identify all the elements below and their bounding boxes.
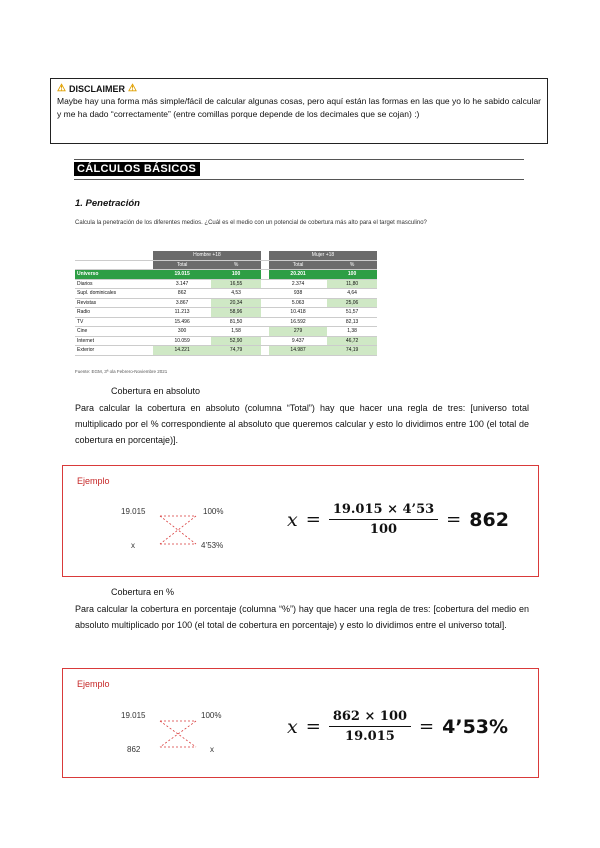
group-women: Mujer +18 <box>269 251 377 260</box>
row-label: Radio <box>75 308 153 318</box>
women-pct: 46,72 <box>327 336 377 346</box>
row-label: Universo <box>75 270 153 280</box>
numerator: 19.015 × 4’53 <box>329 502 438 520</box>
rule-bottom-right: 4’53% <box>201 541 224 550</box>
warning-icon: ⚠ <box>57 83 66 94</box>
women-total: 5.063 <box>269 298 327 308</box>
women-total: 10.418 <box>269 308 327 318</box>
variable-x: x <box>287 715 298 738</box>
row-label: TV <box>75 317 153 327</box>
denominator: 100 <box>369 522 398 537</box>
women-total: 2.374 <box>269 279 327 289</box>
women-pct: 4,64 <box>327 289 377 299</box>
men-total: 10.059 <box>153 336 211 346</box>
absoluto-heading: Cobertura en absoluto <box>111 386 201 396</box>
row-label: Cine <box>75 327 153 337</box>
women-pct: 74,19 <box>327 346 377 356</box>
women-pct: 100 <box>327 270 377 280</box>
equals-sign: = <box>305 509 321 530</box>
fraction <box>329 502 438 537</box>
porcentaje-result: 4’53% <box>442 715 509 738</box>
col-men-total: Total <box>153 260 211 270</box>
men-pct: 100 <box>211 270 261 280</box>
equals-sign: = <box>446 509 462 530</box>
absoluto-result: 862 <box>469 508 509 531</box>
absoluto-paragraph: Para calcular la cobertura en absoluto (columna “Total”) hay que hacer una regla de tres: [universo total multiplicado por el % correspondiente al absoluto que queremos calcular y esto lo dividimos entre 100 (el total de cobertura en porcentaje)]. <box>75 403 529 445</box>
women-pct: 11,80 <box>327 279 377 289</box>
row-label: Revistas <box>75 298 153 308</box>
table-group-header <box>75 251 377 260</box>
table-row <box>75 317 377 327</box>
rule-bottom-left: x <box>131 541 135 550</box>
porcentaje-formula <box>287 709 508 744</box>
men-total: 862 <box>153 289 211 299</box>
disclaimer-title: DISCLAIMER <box>68 83 125 94</box>
men-pct: 74,79 <box>211 346 261 356</box>
women-pct: 51,57 <box>327 308 377 318</box>
rule-top-left: 19.015 <box>121 507 146 516</box>
denominator: 19.015 <box>345 729 395 744</box>
table-sub-header <box>75 260 377 270</box>
table-row <box>75 279 377 289</box>
table-row <box>75 289 377 299</box>
variable-x: x <box>287 508 298 531</box>
women-pct: 25,06 <box>327 298 377 308</box>
table-row <box>75 270 377 280</box>
warning-icon: ⚠ <box>127 83 137 94</box>
disclaimer-body: Maybe hay una forma más simple/fácil de calcular algunas cosas, pero aquí están las formas en las que yo lo he sabido calcular y me ha dado “correctamente” (entre comillas porque depende de los decimales que se cojan) :) <box>57 96 541 119</box>
rule-of-three-cross <box>158 719 198 749</box>
example-label: Ejemplo <box>77 476 110 486</box>
equals-sign: = <box>419 716 435 737</box>
women-pct: 82,13 <box>327 317 377 327</box>
equals-sign: = <box>305 716 321 737</box>
rule-top-left: 19.015 <box>121 711 146 720</box>
rule-top-right: 100% <box>201 711 222 720</box>
rule-top-right: 100% <box>203 507 224 516</box>
section-rule-bottom <box>74 179 524 180</box>
porcentaje-heading: Cobertura en % <box>111 587 175 597</box>
men-total: 3.867 <box>153 298 211 308</box>
media-coverage-table <box>75 251 377 356</box>
women-total: 20.201 <box>269 270 327 280</box>
numerator: 862 × 100 <box>329 709 411 727</box>
row-label: Diarios <box>75 279 153 289</box>
women-pct: 1,38 <box>327 327 377 337</box>
row-label: Exterior <box>75 346 153 356</box>
table-row <box>75 327 377 337</box>
men-pct: 16,55 <box>211 279 261 289</box>
men-pct: 58,96 <box>211 308 261 318</box>
men-pct: 20,34 <box>211 298 261 308</box>
rule-bottom-left: 862 <box>127 745 141 754</box>
men-total: 19.015 <box>153 270 211 280</box>
rule-of-three-cross <box>158 514 198 546</box>
intro-question: Calcula la penetración de los diferentes medios. ¿Cuál es el medio con un potencial de cobertura más alto para el target masculino? <box>75 220 427 226</box>
section-title: CÁLCULOS BÁSICOS <box>74 162 200 176</box>
women-total: 938 <box>269 289 327 299</box>
porcentaje-paragraph: Para calcular la cobertura en porcentaje (columna “%”) hay que hacer una regla de tres: [cobertura del medio en absoluto multiplicado por 100 (el total de cobertura en porcentaje) y esto lo dividimos entre el universo total]. <box>75 604 529 630</box>
women-total: 14.987 <box>269 346 327 356</box>
row-label: Internet <box>75 336 153 346</box>
porcentaje-example-box <box>62 668 539 778</box>
men-total: 3.147 <box>153 279 211 289</box>
col-men-pct: % <box>211 260 261 270</box>
men-total: 11.213 <box>153 308 211 318</box>
table-row <box>75 308 377 318</box>
women-total: 9.437 <box>269 336 327 346</box>
example-label: Ejemplo <box>77 679 110 689</box>
col-women-total: Total <box>269 260 327 270</box>
table-row <box>75 346 377 356</box>
men-pct: 81,50 <box>211 317 261 327</box>
table-row <box>75 298 377 308</box>
absoluto-formula <box>287 502 509 537</box>
table-row <box>75 336 377 346</box>
women-total: 279 <box>269 327 327 337</box>
men-total: 300 <box>153 327 211 337</box>
group-men: Hombre +18 <box>153 251 261 260</box>
disclaimer-box <box>50 78 548 144</box>
disclaimer-title-row <box>57 83 541 94</box>
men-pct: 52,90 <box>211 336 261 346</box>
subsection-title: 1. Penetración <box>75 198 140 209</box>
women-total: 16.592 <box>269 317 327 327</box>
fraction <box>329 709 411 744</box>
section-rule-top <box>74 159 524 160</box>
absoluto-example-box <box>62 465 539 577</box>
rule-bottom-right: x <box>210 745 214 754</box>
row-label: Supl. dominicales <box>75 289 153 299</box>
men-total: 15.496 <box>153 317 211 327</box>
men-pct: 1,58 <box>211 327 261 337</box>
col-women-pct: % <box>327 260 377 270</box>
men-pct: 4,53 <box>211 289 261 299</box>
table-source: Fuente: EGM, 3ª ola Febrero-Noviembre 2021 <box>75 369 168 374</box>
men-total: 14.221 <box>153 346 211 356</box>
